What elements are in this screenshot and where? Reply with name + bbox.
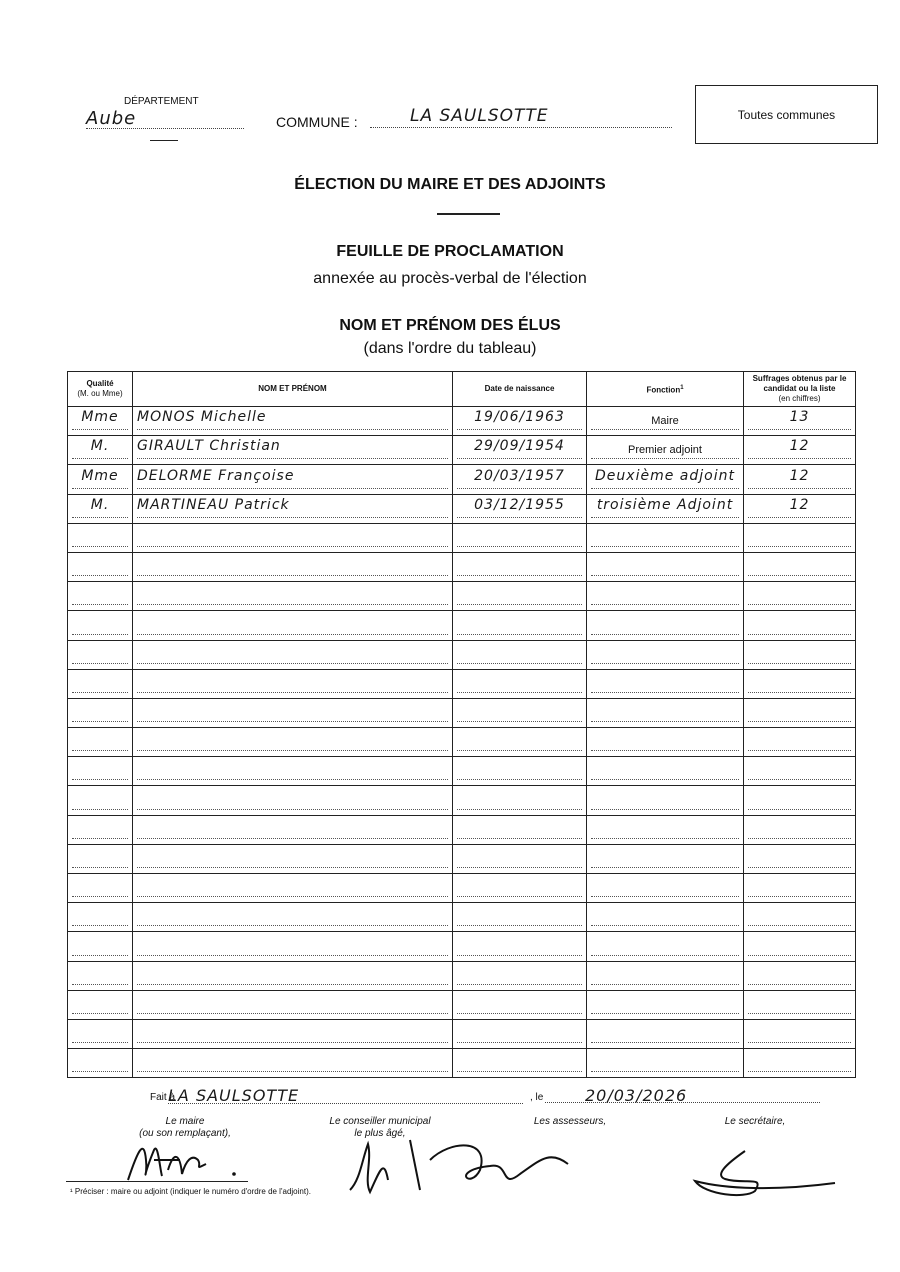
table-row: [68, 669, 856, 698]
nom-field[interactable]: [137, 643, 448, 664]
cell-suffrages: [744, 523, 856, 552]
cell-qualite: [68, 407, 133, 436]
document-title: ÉLECTION DU MAIRE ET DES ADJOINTS: [294, 176, 606, 193]
cell-suffrages: [744, 1049, 856, 1078]
header-suffrages-sub: (en chiffres): [778, 394, 821, 403]
date-field[interactable]: [457, 993, 582, 1014]
cell-qualite: [68, 728, 133, 757]
cell-fonction: [587, 874, 744, 903]
commune-field[interactable]: LA SAULSOTTE: [370, 106, 672, 128]
suffrages-field[interactable]: [748, 905, 851, 926]
fonction-field[interactable]: [591, 526, 739, 547]
nom-field[interactable]: [137, 672, 448, 693]
fonction-field[interactable]: [591, 759, 739, 780]
cell-fonction: [587, 757, 744, 786]
fonction-field[interactable]: [591, 847, 739, 868]
sheet-subtitle: annexée au procès-verbal de l'élection: [313, 270, 587, 287]
cell-date: [453, 669, 587, 698]
header-qualite: [68, 372, 133, 407]
cell-nom: [133, 465, 453, 494]
conseiller-assesseurs-signature: [340, 1130, 580, 1200]
date-field[interactable]: 20/03/2026: [545, 1086, 820, 1103]
cell-fonction: [587, 523, 744, 552]
cell-date: [453, 932, 587, 961]
qualite-field[interactable]: M.: [72, 438, 128, 459]
fonction-field[interactable]: [591, 584, 739, 605]
cell-date: [453, 961, 587, 990]
cell-date: [453, 757, 587, 786]
suffrages-field[interactable]: [748, 993, 851, 1014]
cell-nom: [133, 1019, 453, 1048]
nom-field[interactable]: [137, 614, 448, 635]
cell-suffrages: [744, 757, 856, 786]
fonction-field[interactable]: troisième Adjoint: [591, 497, 739, 518]
date-field[interactable]: [457, 905, 582, 926]
qualite-field[interactable]: [72, 847, 128, 868]
qualite-field[interactable]: [72, 759, 128, 780]
cell-fonction: [587, 903, 744, 932]
cell-nom: [133, 728, 453, 757]
cell-fonction: [587, 728, 744, 757]
suffrages-field[interactable]: [748, 935, 851, 956]
qualite-field[interactable]: [72, 818, 128, 839]
cell-qualite: [68, 582, 133, 611]
qualite-field[interactable]: [72, 935, 128, 956]
qualite-field[interactable]: [72, 643, 128, 664]
fait-field[interactable]: LA SAULSOTTE: [168, 1086, 523, 1104]
date-field[interactable]: [457, 584, 582, 605]
fonction-field[interactable]: Deuxième adjoint: [591, 468, 739, 489]
fonction-field[interactable]: [591, 1022, 739, 1043]
nom-field[interactable]: [137, 935, 448, 956]
cell-date: [453, 552, 587, 581]
cell-suffrages: [744, 611, 856, 640]
date-label: , le: [530, 1092, 544, 1103]
cell-nom: [133, 669, 453, 698]
cell-qualite: [68, 786, 133, 815]
signature-maire-line2: (ou son remplaçant),: [139, 1128, 231, 1139]
nom-field[interactable]: [137, 876, 448, 897]
table-row: [68, 728, 856, 757]
footnote-marker: 1: [680, 384, 684, 391]
fonction-field[interactable]: [591, 993, 739, 1014]
cell-nom: [133, 698, 453, 727]
cell-qualite: [68, 903, 133, 932]
cell-fonction: [587, 961, 744, 990]
signature-secretaire-label: Le secrétaire,: [724, 1116, 786, 1127]
cell-date: [453, 407, 587, 436]
cell-nom: [133, 1049, 453, 1078]
cell-fonction: [587, 407, 744, 436]
table-row: [68, 874, 856, 903]
cell-nom: [133, 552, 453, 581]
list-title: NOM ET PRÉNOM DES ÉLUS: [339, 317, 561, 334]
date-field[interactable]: [457, 526, 582, 547]
table-row: [68, 786, 856, 815]
cell-fonction: [587, 990, 744, 1019]
cell-qualite: [68, 494, 133, 523]
cell-fonction: [587, 844, 744, 873]
nom-field[interactable]: [137, 905, 448, 926]
date-field[interactable]: [457, 614, 582, 635]
cell-qualite: [68, 757, 133, 786]
table-header-row: [68, 372, 856, 407]
fonction-field[interactable]: [591, 789, 739, 810]
qualite-field[interactable]: [72, 526, 128, 547]
suffrages-field[interactable]: [748, 672, 851, 693]
cell-qualite: [68, 698, 133, 727]
suffrages-field[interactable]: [748, 1051, 851, 1072]
cell-suffrages: [744, 990, 856, 1019]
signature-conseiller-line1: Le conseiller municipal: [329, 1116, 431, 1127]
table-row: [68, 1019, 856, 1048]
communes-box: [695, 85, 878, 144]
fonction-field[interactable]: [591, 1051, 739, 1072]
cell-date: [453, 728, 587, 757]
table-row: [68, 611, 856, 640]
fonction-field[interactable]: [591, 818, 739, 839]
suffrages-field[interactable]: [748, 847, 851, 868]
suffrages-field[interactable]: [748, 759, 851, 780]
suffrages-field[interactable]: [748, 818, 851, 839]
table-row: [68, 436, 856, 465]
table-row: [68, 582, 856, 611]
header-fonction: [587, 372, 744, 407]
nom-field[interactable]: [137, 759, 448, 780]
date-field[interactable]: 29/09/1954: [457, 438, 582, 459]
secretaire-signature: [685, 1145, 845, 1200]
qualite-field[interactable]: [72, 964, 128, 985]
cell-suffrages: [744, 874, 856, 903]
cell-suffrages: [744, 407, 856, 436]
header-suffrages: [744, 372, 856, 407]
cell-fonction: [587, 786, 744, 815]
cell-nom: [133, 903, 453, 932]
nom-field[interactable]: [137, 1022, 448, 1043]
cell-nom: [133, 611, 453, 640]
cell-date: [453, 903, 587, 932]
table-row: [68, 698, 856, 727]
date-field[interactable]: [457, 701, 582, 722]
cell-nom: [133, 990, 453, 1019]
fonction-field[interactable]: Maire: [591, 409, 739, 430]
cell-suffrages: [744, 552, 856, 581]
fonction-field[interactable]: [591, 935, 739, 956]
nom-field[interactable]: [137, 730, 448, 751]
cell-date: [453, 698, 587, 727]
nom-field[interactable]: [137, 993, 448, 1014]
header-qualite-label: Qualité: [86, 379, 114, 388]
nom-field[interactable]: [137, 701, 448, 722]
date-field[interactable]: [457, 555, 582, 576]
cell-date: [453, 786, 587, 815]
cell-suffrages: [744, 640, 856, 669]
table-row: [68, 961, 856, 990]
date-field[interactable]: 19/06/1963: [457, 409, 582, 430]
cell-suffrages: [744, 582, 856, 611]
suffrages-field[interactable]: 13: [748, 409, 851, 430]
table-row: [68, 844, 856, 873]
nom-field[interactable]: [137, 789, 448, 810]
cell-date: [453, 1049, 587, 1078]
cell-nom: [133, 932, 453, 961]
header-date: Date de naissance: [453, 372, 587, 407]
fonction-field[interactable]: [591, 643, 739, 664]
cell-qualite: [68, 1049, 133, 1078]
nom-field[interactable]: [137, 526, 448, 547]
suffrages-field[interactable]: [748, 964, 851, 985]
cell-suffrages: [744, 728, 856, 757]
signature-conseiller-line2: le plus âgé,: [354, 1128, 406, 1139]
cell-qualite: [68, 465, 133, 494]
cell-fonction: [587, 1019, 744, 1048]
suffrages-field[interactable]: [748, 789, 851, 810]
qualite-field[interactable]: [72, 876, 128, 897]
suffrages-field[interactable]: [748, 876, 851, 897]
suffrages-field[interactable]: [748, 730, 851, 751]
cell-nom: [133, 961, 453, 990]
cell-date: [453, 611, 587, 640]
table-row: [68, 465, 856, 494]
cell-qualite: [68, 523, 133, 552]
suffrages-field[interactable]: [748, 555, 851, 576]
cell-nom: [133, 523, 453, 552]
table-row: [68, 407, 856, 436]
fonction-field[interactable]: [591, 905, 739, 926]
nom-field[interactable]: [137, 818, 448, 839]
cell-fonction: [587, 436, 744, 465]
cell-fonction: [587, 698, 744, 727]
departement-underline: [150, 140, 178, 141]
signature-assesseurs-label: Les assesseurs,: [533, 1116, 607, 1127]
cell-qualite: [68, 874, 133, 903]
cell-nom: [133, 874, 453, 903]
fonction-field[interactable]: [591, 701, 739, 722]
qualite-field[interactable]: [72, 672, 128, 693]
suffrages-field[interactable]: [748, 1022, 851, 1043]
cell-date: [453, 815, 587, 844]
nom-field[interactable]: [137, 555, 448, 576]
signature-maire-line1: Le maire: [165, 1116, 205, 1127]
footnote: ¹ Préciser : maire ou adjoint (indiquer le numéro d'ordre de l'adjoint).: [70, 1187, 311, 1196]
cell-qualite: [68, 552, 133, 581]
cell-suffrages: [744, 815, 856, 844]
nom-field[interactable]: [137, 584, 448, 605]
suffrages-field[interactable]: 12: [748, 438, 851, 459]
header-qualite-sub: (M. ou Mme): [77, 389, 123, 398]
fonction-field[interactable]: [591, 614, 739, 635]
departement-label: DÉPARTEMENT: [124, 96, 199, 107]
header-nom: NOM ET PRÉNOM: [133, 372, 453, 407]
cell-qualite: [68, 990, 133, 1019]
fonction-field[interactable]: [591, 964, 739, 985]
cell-qualite: [68, 640, 133, 669]
cell-qualite: [68, 1019, 133, 1048]
footnote-separator: [66, 1181, 248, 1182]
fonction-field[interactable]: [591, 672, 739, 693]
cell-suffrages: [744, 494, 856, 523]
date-field[interactable]: [457, 964, 582, 985]
cell-date: [453, 523, 587, 552]
table-row: [68, 757, 856, 786]
nom-field[interactable]: [137, 1051, 448, 1072]
nom-field[interactable]: [137, 847, 448, 868]
date-field[interactable]: [457, 672, 582, 693]
cell-date: [453, 582, 587, 611]
cell-fonction: [587, 815, 744, 844]
cell-fonction: [587, 494, 744, 523]
cell-nom: [133, 407, 453, 436]
nom-field[interactable]: [137, 964, 448, 985]
cell-date: [453, 436, 587, 465]
fait-label: Fait à: [150, 1092, 176, 1103]
cell-fonction: [587, 640, 744, 669]
cell-suffrages: [744, 465, 856, 494]
qualite-field[interactable]: [72, 789, 128, 810]
date-field[interactable]: 03/12/1955: [457, 497, 582, 518]
qualite-field[interactable]: [72, 1051, 128, 1072]
table-row: [68, 494, 856, 523]
qualite-field[interactable]: M.: [72, 497, 128, 518]
cell-date: [453, 874, 587, 903]
cell-qualite: [68, 815, 133, 844]
cell-date: [453, 640, 587, 669]
cell-qualite: [68, 932, 133, 961]
fonction-field[interactable]: [591, 555, 739, 576]
cell-nom: [133, 786, 453, 815]
cell-date: [453, 1019, 587, 1048]
fonction-field[interactable]: [591, 730, 739, 751]
cell-date: [453, 990, 587, 1019]
commune-label: COMMUNE :: [276, 114, 358, 130]
cell-qualite: [68, 436, 133, 465]
date-field[interactable]: [457, 789, 582, 810]
qualite-field[interactable]: Mme: [72, 409, 128, 430]
nom-field[interactable]: MARTINEAU Patrick: [137, 497, 448, 518]
nom-field[interactable]: MONOS Michelle: [137, 409, 448, 430]
qualite-field[interactable]: [72, 584, 128, 605]
nom-field[interactable]: GIRAULT Christian: [137, 438, 448, 459]
qualite-field[interactable]: [72, 905, 128, 926]
table-row: [68, 932, 856, 961]
suffrages-field[interactable]: [748, 526, 851, 547]
title-divider: [437, 213, 500, 215]
cell-fonction: [587, 1049, 744, 1078]
date-field[interactable]: [457, 876, 582, 897]
table-row: [68, 903, 856, 932]
date-field[interactable]: [457, 935, 582, 956]
date-field[interactable]: [457, 1051, 582, 1072]
list-subtitle: (dans l'ordre du tableau): [363, 340, 537, 357]
cell-suffrages: [744, 932, 856, 961]
suffrages-field[interactable]: [748, 643, 851, 664]
cell-suffrages: [744, 698, 856, 727]
header-suffrages-label: Suffrages obtenus par le candidat ou la liste: [752, 374, 847, 393]
cell-suffrages: [744, 436, 856, 465]
table-row: [68, 990, 856, 1019]
cell-fonction: [587, 669, 744, 698]
sheet-title: FEUILLE DE PROCLAMATION: [336, 243, 564, 260]
date-field[interactable]: [457, 759, 582, 780]
cell-fonction: [587, 582, 744, 611]
qualite-field[interactable]: [72, 614, 128, 635]
cell-date: [453, 844, 587, 873]
table-row: [68, 815, 856, 844]
cell-qualite: [68, 669, 133, 698]
cell-fonction: [587, 552, 744, 581]
suffrages-field[interactable]: 12: [748, 497, 851, 518]
cell-qualite: [68, 961, 133, 990]
cell-nom: [133, 757, 453, 786]
cell-qualite: [68, 844, 133, 873]
nom-field[interactable]: DELORME Françoise: [137, 468, 448, 489]
cell-nom: [133, 582, 453, 611]
table-row: [68, 640, 856, 669]
cell-nom: [133, 844, 453, 873]
cell-fonction: [587, 611, 744, 640]
cell-fonction: [587, 465, 744, 494]
date-field[interactable]: [457, 730, 582, 751]
fonction-field[interactable]: Premier adjoint: [591, 438, 739, 459]
cell-date: [453, 465, 587, 494]
qualite-field[interactable]: [72, 555, 128, 576]
date-field[interactable]: [457, 818, 582, 839]
cell-suffrages: [744, 786, 856, 815]
date-field[interactable]: 20/03/1957: [457, 468, 582, 489]
suffrages-field[interactable]: 12: [748, 468, 851, 489]
fonction-field[interactable]: [591, 876, 739, 897]
header-fonction-label: Fonction: [646, 385, 681, 395]
table-row: [68, 523, 856, 552]
cell-suffrages: [744, 903, 856, 932]
qualite-field[interactable]: [72, 1022, 128, 1043]
cell-suffrages: [744, 844, 856, 873]
cell-suffrages: [744, 961, 856, 990]
qualite-field[interactable]: [72, 993, 128, 1014]
departement-field[interactable]: Aube: [86, 108, 244, 129]
suffrages-field[interactable]: [748, 584, 851, 605]
date-field[interactable]: [457, 847, 582, 868]
cell-fonction: [587, 932, 744, 961]
qualite-field[interactable]: [72, 701, 128, 722]
qualite-field[interactable]: Mme: [72, 468, 128, 489]
cell-suffrages: [744, 669, 856, 698]
communes-box-text: Toutes communes: [737, 107, 836, 122]
cell-date: [453, 494, 587, 523]
cell-nom: [133, 436, 453, 465]
cell-nom: [133, 815, 453, 844]
cell-nom: [133, 640, 453, 669]
qualite-field[interactable]: [72, 730, 128, 751]
elected-table: [67, 371, 856, 1078]
cell-qualite: [68, 611, 133, 640]
suffrages-field[interactable]: [748, 701, 851, 722]
date-field[interactable]: [457, 1022, 582, 1043]
date-field[interactable]: [457, 643, 582, 664]
table-row: [68, 552, 856, 581]
cell-nom: [133, 494, 453, 523]
cell-suffrages: [744, 1019, 856, 1048]
table-row: [68, 1049, 856, 1078]
suffrages-field[interactable]: [748, 614, 851, 635]
